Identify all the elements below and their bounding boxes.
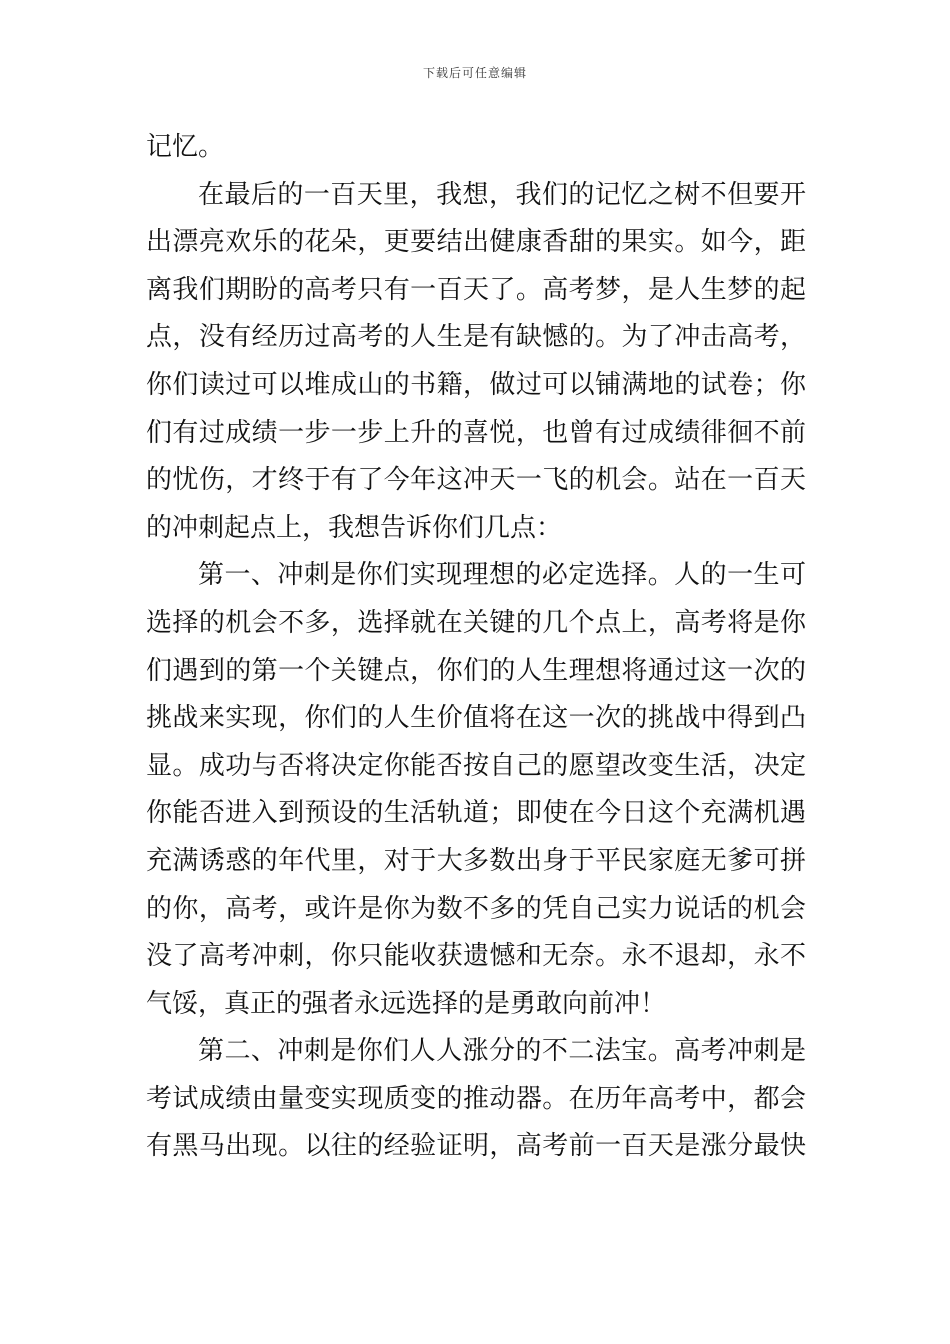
page-header: 下载后可任意编辑 — [422, 66, 527, 80]
text-line: 你能否进入到预设的生活轨道；即使在今日这个充满机遇 — [146, 798, 806, 829]
text-line: 气馁，真正的强者永远选择的是勇敢向前冲！ — [146, 988, 667, 1019]
text-line: 显。成功与否将决定你能否按自己的愿望改变生活，决定 — [146, 750, 806, 781]
text-line: 出漂亮欢乐的花朵，更要结出健康香甜的果实。如今，距 — [146, 227, 806, 258]
paragraph-first-line: 第二、冲刺是你们人人涨分的不二法宝。高考冲刺是 — [198, 1036, 806, 1067]
paragraph-first-line: 第一、冲刺是你们实现理想的必定选择。人的一生可 — [198, 560, 806, 591]
paragraph-first-line: 在最后的一百天里，我想，我们的记忆之树不但要开 — [198, 179, 806, 210]
text-line: 没了高考冲刺，你只能收获遗憾和无奈。永不退却，永不 — [146, 941, 806, 972]
text-line: 充满诱惑的年代里，对于大多数出身于平民家庭无爹可拼 — [146, 845, 806, 876]
text-line: 有黑马出现。以往的经验证明，高考前一百天是涨分最快 — [146, 1131, 806, 1162]
text-line: 你们读过可以堆成山的书籍，做过可以铺满地的试卷；你 — [146, 369, 806, 400]
text-line: 挑战来实现，你们的人生价值将在这一次的挑战中得到凸 — [146, 703, 806, 734]
document-body — [146, 124, 806, 1171]
text-line: 的你，高考，或许是你为数不多的凭自己实力说话的机会 — [146, 893, 806, 924]
text-line: 考试成绩由量变实现质变的推动器。在历年高考中，都会 — [146, 1083, 806, 1114]
text-line: 离我们期盼的高考只有一百天了。高考梦，是人生梦的起 — [146, 274, 806, 305]
text-line: 们遇到的第一个关键点，你们的人生理想将通过这一次的 — [146, 655, 806, 686]
text-line: 们有过成绩一步一步上升的喜悦，也曾有过成绩徘徊不前 — [146, 417, 806, 448]
text-line: 点，没有经历过高考的人生是有缺憾的。为了冲击高考， — [146, 322, 806, 353]
text-line: 的忧伤，才终于有了今年这冲天一飞的机会。站在一百天 — [146, 465, 806, 496]
text-line: 记忆。 — [146, 132, 225, 162]
text-line: 的冲刺起点上，我想告诉你们几点： — [146, 512, 563, 543]
text-line: 选择的机会不多，选择就在关键的几个点上，高考将是你 — [146, 607, 806, 638]
